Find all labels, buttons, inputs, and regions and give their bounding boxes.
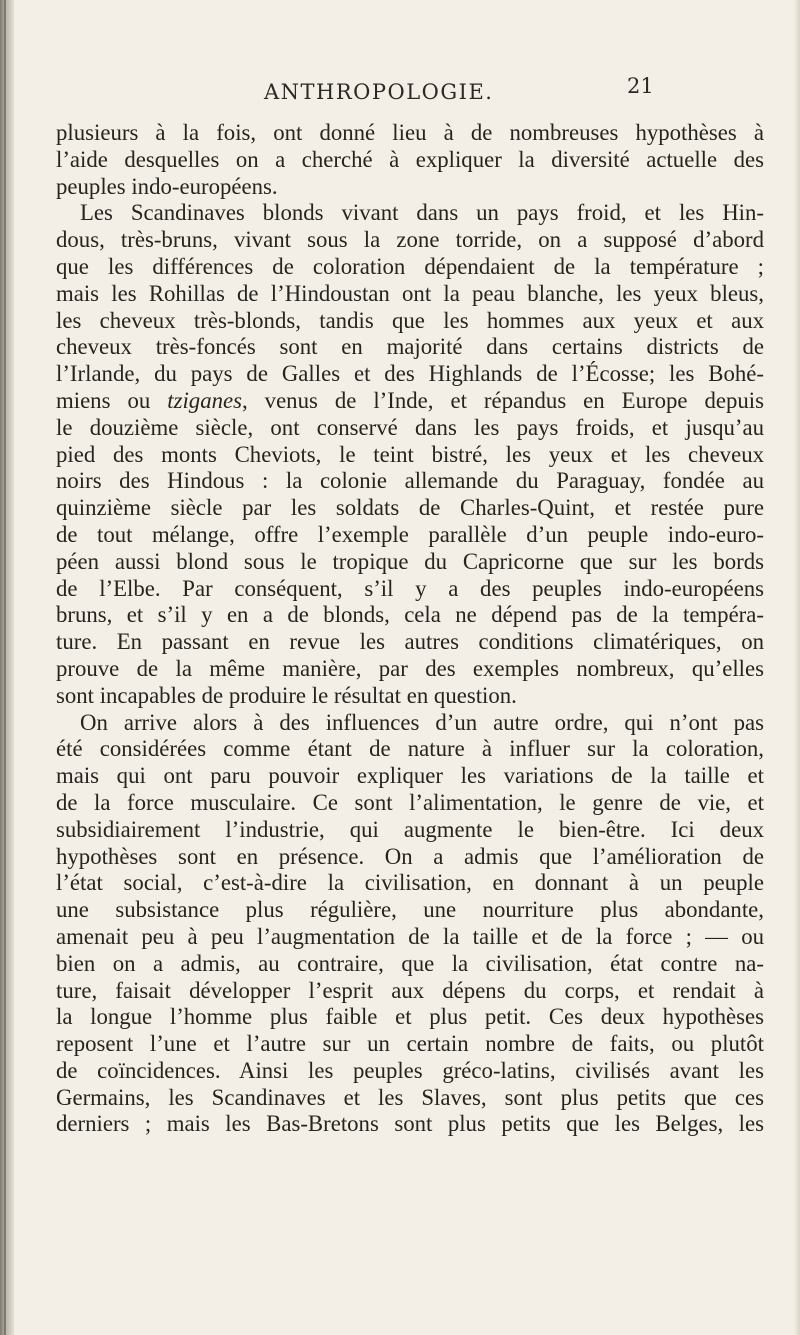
- page-header: [0, 74, 800, 114]
- text-line: mais les Rohillas de l’Hindoustan ont la peau blanche, les yeux bleus,: [56, 280, 764, 306]
- text-line: que les différences de coloration dépendaient de la température ;: [56, 253, 764, 279]
- text-line: une subsistance plus régulière, une nourriture plus abondante,: [56, 897, 764, 923]
- italic-term: tziganes: [167, 387, 242, 413]
- text-line: amenait peu à peu l’augmentation de la taille et de la force ; — ou: [56, 923, 764, 949]
- text-segment: , venus de l’Inde, et répandus en Europe depuis: [241, 387, 765, 413]
- text-line: le douzième siècle, ont conservé dans les pays froids, et jusqu’au: [56, 414, 764, 440]
- text-line: plusieurs à la fois, ont donné lieu à de nombreuses hypothèses à: [56, 120, 764, 145]
- text-line: de l’Elbe. Par conséquent, s’il y a des peuples indo-européens: [56, 575, 764, 601]
- text-line: été considérées comme étant de nature à influer sur la coloration,: [56, 736, 764, 762]
- text-segment: miens ou: [56, 387, 151, 413]
- text-line: ture. En passant en revue les autres conditions climatériques, on: [56, 629, 764, 655]
- text-line: de la force musculaire. Ce sont l’alimentation, le genre de vie, et: [56, 789, 764, 815]
- text-line: On arrive alors à des influences d’un autre ordre, qui n’ont pas: [80, 709, 764, 735]
- text-line: de coïncidences. Ainsi les peuples gréco-latins, civilisés avant les: [56, 1057, 764, 1083]
- text-line: quinzième siècle par les soldats de Charles-Quint, et restée pure: [56, 495, 764, 521]
- text-line: l’état social, c’est-à-dire la civilisation, en donnant à un peuple: [56, 870, 764, 896]
- text-line: hypothèses sont en présence. On a admis que l’amélioration de: [56, 843, 764, 869]
- text-line: l’Irlande, du pays de Galles et des Highlands de l’Écosse; les Bohé-: [56, 361, 764, 387]
- text-line: sont incapables de produire le résultat en question.: [56, 682, 517, 708]
- text-line: ture, faisait développer l’esprit aux dépens du corps, et rendait à: [56, 977, 764, 1003]
- text-line: les cheveux très-blonds, tandis que les hommes aux yeux et aux: [56, 307, 764, 333]
- text-line: reposent l’une et l’autre sur un certain nombre de faits, ou plutôt: [56, 1031, 764, 1057]
- running-head: ANTHROPOLOGIE.: [264, 80, 494, 104]
- body-text: [56, 120, 764, 1138]
- text-line: la longue l’homme plus faible et plus petit. Ces deux hypothèses: [56, 1004, 764, 1030]
- page-binding-edge: [4, 0, 6, 1335]
- page-number: 21: [627, 74, 654, 98]
- page-right-edge: [794, 0, 800, 1335]
- text-line: mais qui ont paru pouvoir expliquer les variations de la taille et: [56, 763, 764, 789]
- text-line: prouve de la même manière, par des exemples nombreux, qu’elles: [56, 655, 764, 681]
- text-line: Germains, les Scandinaves et les Slaves, sont plus petits que ces: [56, 1084, 764, 1110]
- page-binding-shadow: [0, 0, 14, 1335]
- text-line: l’aide desquelles on a cherché à expliquer la diversité actuelle des: [56, 146, 764, 172]
- text-line: bruns, et s’il y en a de blonds, cela ne dépend pas de la tempéra-: [56, 602, 764, 628]
- text-line: bien on a admis, au contraire, que la civilisation, état contre na-: [56, 950, 764, 976]
- text-line: noirs des Hindous : la colonie allemande du Paraguay, fondée au: [56, 468, 764, 494]
- text-line: Les Scandinaves blonds vivant dans un pays froid, et les Hin-: [80, 200, 764, 226]
- text-line: subsidiairement l’industrie, qui augmente le bien-être. Ici deux: [56, 816, 764, 842]
- text-line: pied des monts Cheviots, le teint bistré, les yeux et les cheveux: [56, 441, 764, 467]
- text-line-with-italic: [56, 388, 764, 415]
- text-line: cheveux très-foncés sont en majorité dans certains districts de: [56, 334, 764, 360]
- text-line: peuples indo-européens.: [56, 173, 278, 199]
- text-line: dous, très-bruns, vivant sous la zone torride, on a supposé d’abord: [56, 227, 764, 253]
- text-line: péen aussi blond sous le tropique du Capricorne que sur les bords: [56, 548, 764, 574]
- text-line: derniers ; mais les Bas-Bretons sont plus petits que les Belges, les: [56, 1111, 764, 1137]
- text-line: de tout mélange, offre l’exemple parallèle d’un peuple indo-euro-: [56, 521, 764, 547]
